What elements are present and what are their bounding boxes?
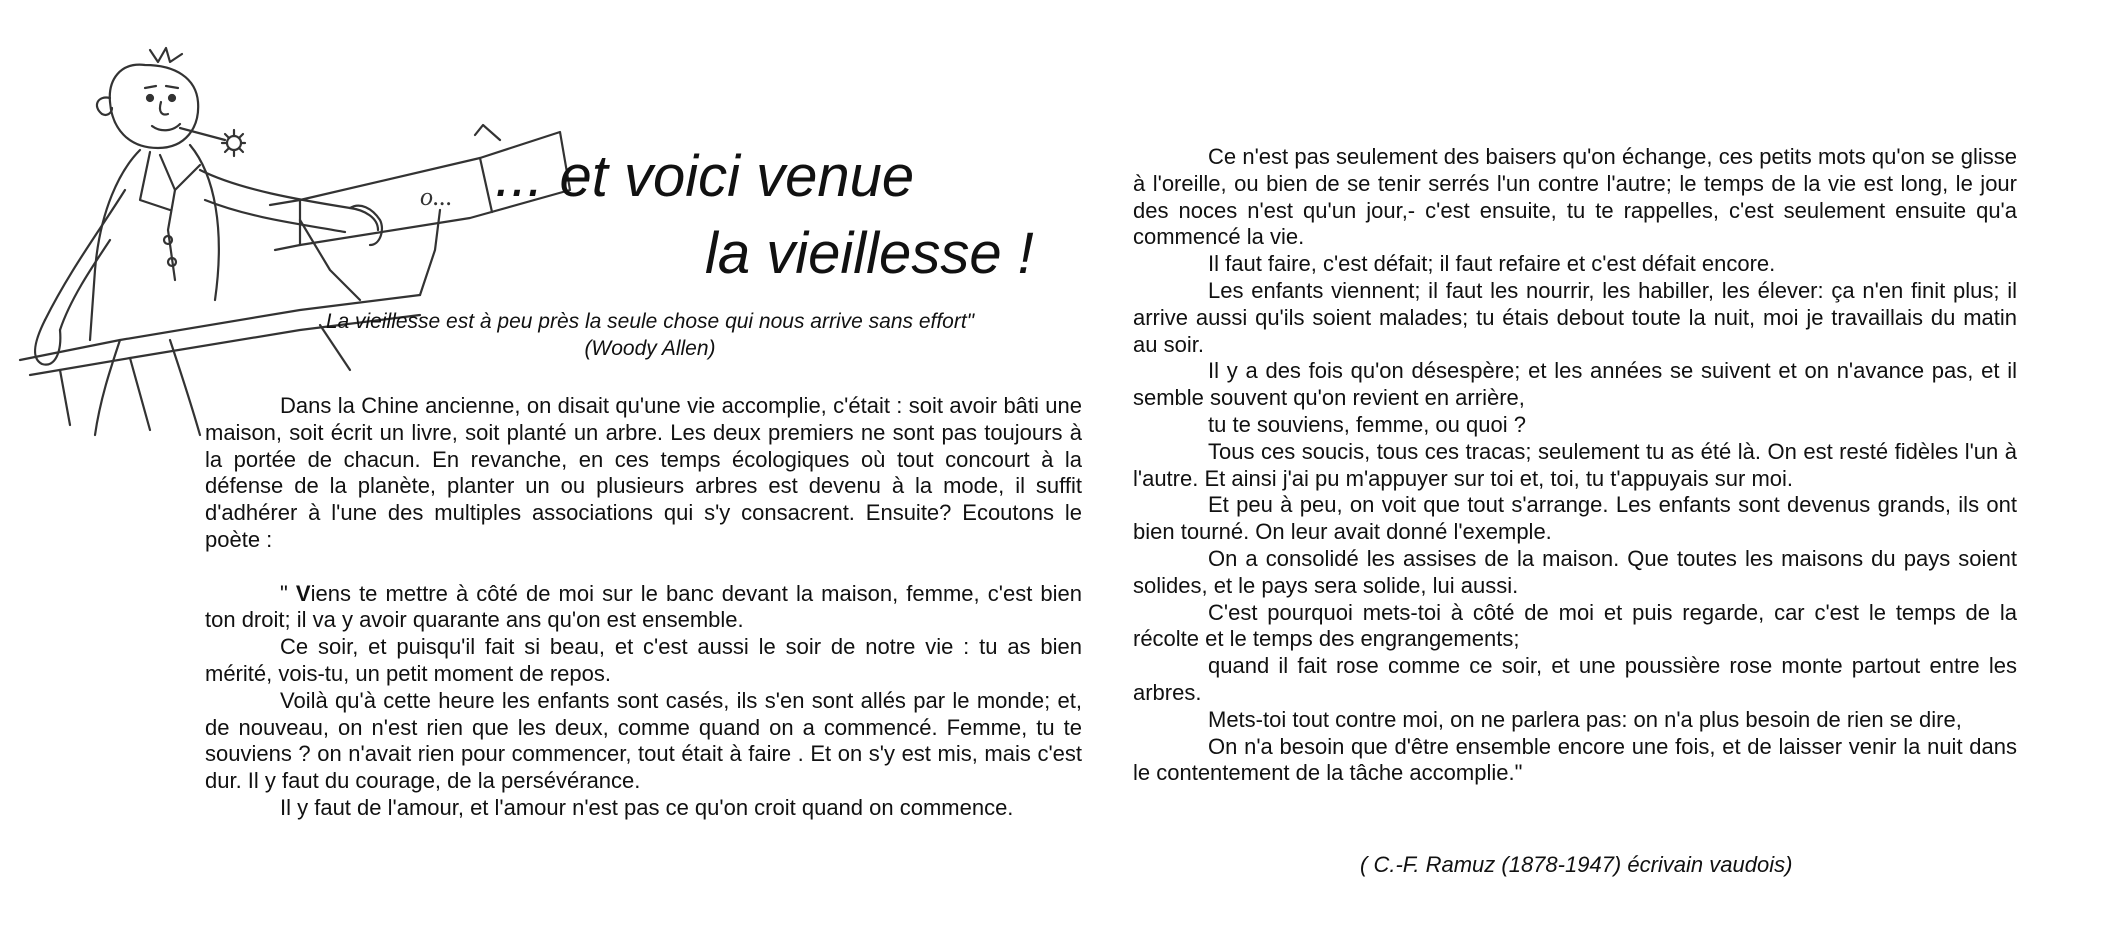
epigraph-author: (Woody Allen): [584, 337, 716, 360]
left-paragraph-1: Dans la Chine ancienne, on disait qu'une vie accomplie, c'était : soit avoir bâti une maison, soit écrit un livre, soit planté un arbre. Les deux premiers ne sont pas toujours à la portée de chacun. En revanche, en ces temps écologiques où tout concourt à la défense de la planète, planter un ou plusieurs arbres est devenu à la mode, il suffit d'adhérer à l'une des multiples associations qui s'y consacrent. Ensuite? Ecoutons le poète :: [205, 393, 1082, 552]
attribution: ( C.-F. Ramuz (1878-1947) écrivain vaudois): [1360, 852, 1793, 877]
left-paragraph-5: Il y faut de l'amour, et l'amour n'est pas ce qu'on croit quand on commence.: [280, 794, 1014, 820]
right-paragraph-1: Ce n'est pas seulement des baisers qu'on échange, ces petits mots qu'on se glisse à l'oreille, ou bien de se tenir serrés l'un contre l'autre; le temps de la vie est long, le jour des noces n'est qu'un jour,- c'est ensuite, tu te rappelles, c'est seulement ensuite qu'a commencé la vie.: [1133, 144, 2017, 250]
title-line-1: ... et voici venue: [495, 144, 915, 209]
right-paragraph-8: On a consolidé les assises de la maison. Que toutes les maisons du pays soient solides, et le pays sera solide, lui aussi.: [1133, 545, 2017, 598]
old-man-on-bench-illustration: [0, 40, 600, 440]
right-paragraph-2: Il faut faire, c'est défait; il faut refaire et c'est défait encore.: [1208, 251, 1776, 277]
right-paragraph-12: On n'a besoin que d'être ensemble encore une fois, et de laisser venir la nuit dans le contentement de la tâche accomplie.": [1133, 733, 2017, 786]
right-paragraph-11: Mets-toi tout contre moi, on ne parlera pas: on n'a plus besoin de rien se dire,: [1208, 706, 1962, 732]
right-paragraph-3: Les enfants viennent; il faut les nourrir, les habiller, les élever: ça n'en finit plus; il arrive aussi qu'ils soient malades; tu étais debout toute la nuit, moi je travaillais du matin au soir.: [1133, 277, 2017, 357]
right-paragraph-7: Et peu à peu, on voit que tout s'arrange. Les enfants sont devenus grands, ils ont bien tourné. On leur avait donné l'exemple.: [1133, 492, 2017, 545]
right-paragraph-4: Il y a des fois qu'on désespère; et les années se suivent et on n'avance pas, et il semble souvent qu'on revient en arrière,: [1133, 358, 2017, 411]
epigraph-quote: La vieillesse est à peu près la seule chose qui nous arrive sans effort": [325, 310, 975, 333]
left-paragraph-4: Voilà qu'à cette heure les enfants sont casés, ils s'en sont allés par le monde; et, de nouveau, on n'est rien que les deux, comme quand on a commencé. Femme, tu te souviens ? on n'avait rien pour commencer, tout était à faire . Et on s'y est mis, mais c'est dur. Il y faut du courage, de la persévérance.: [205, 687, 1082, 794]
left-paragraph-2: [205, 581, 1082, 635]
epigraph: [240, 308, 1060, 362]
quote-open: ": [280, 580, 296, 606]
drop-letter: V: [295, 580, 311, 606]
right-paragraph-10: quand il fait rose comme ce soir, et une poussière rose monte partout entre les arbres.: [1133, 653, 2017, 705]
right-paragraph-5: tu te souviens, femme, ou quoi ?: [1208, 411, 1526, 437]
title-line-2: la vieillesse !: [705, 221, 1034, 286]
right-column: [1133, 144, 2017, 787]
left-column: [205, 393, 1082, 822]
left-paragraph-2-text: iens te mettre à côté de moi sur le banc devant la maison, femme, c'est bien ton droit; il va y avoir quarante ans qu'on est ensemble.: [205, 580, 1082, 633]
bench-label: o...: [420, 182, 453, 211]
left-paragraph-3: Ce soir, et puisqu'il fait si beau, et c'est aussi le soir de notre vie : tu as bien mérité, vois-tu, un petit moment de repos.: [205, 634, 1082, 686]
right-paragraph-6: Tous ces soucis, tous ces tracas; seulement tu as été là. On est resté fidèles l'un à l'autre. Et ainsi j'ai pu m'appuyer sur toi et, toi, tu t'appuyais sur moi.: [1133, 438, 2017, 491]
right-paragraph-9: C'est pourquoi mets-toi à côté de moi et puis regarde, car c'est le temps de la récolte et le temps des engrangements;: [1133, 599, 2017, 652]
